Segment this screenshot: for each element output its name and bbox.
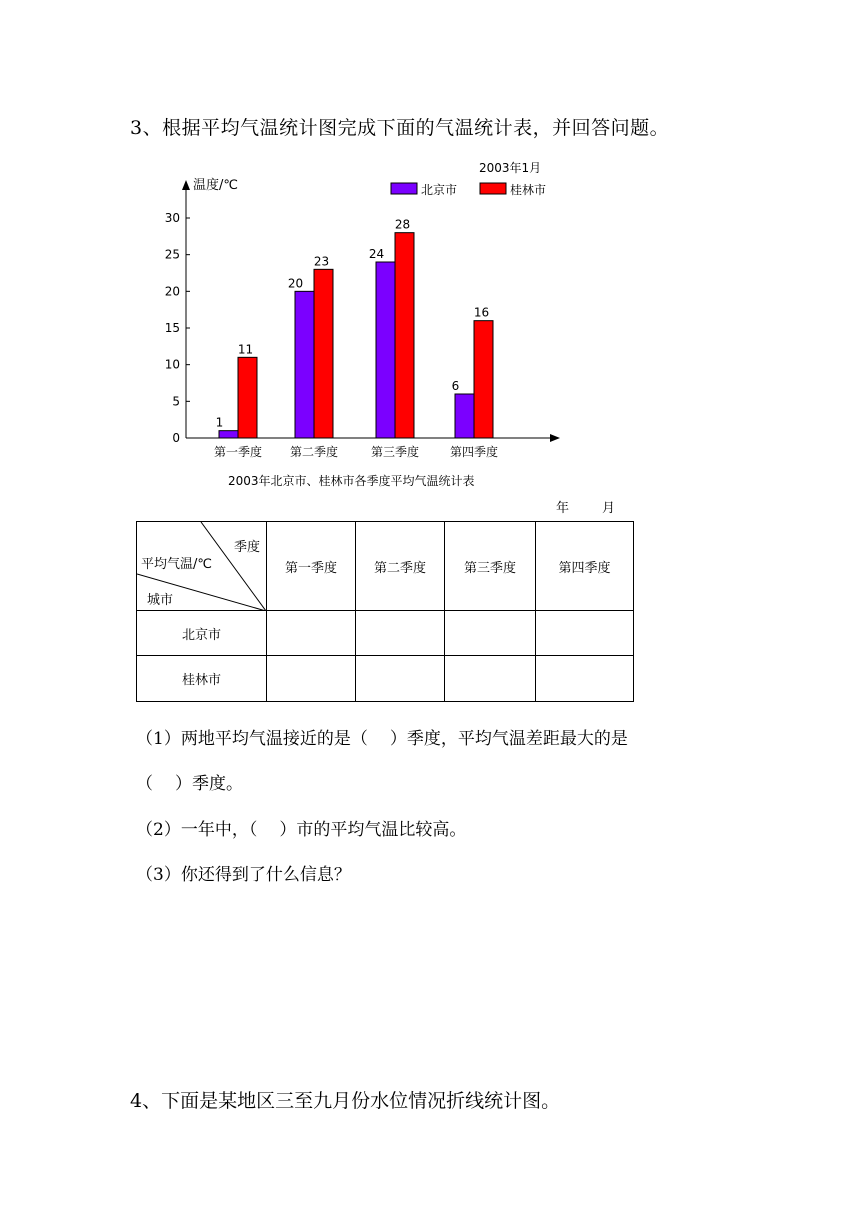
bar: [295, 291, 314, 438]
answer-cell[interactable]: [445, 611, 536, 656]
temperature-stat-table: [136, 521, 634, 702]
table-corner-cell: [137, 522, 267, 611]
bar-value-label: 11: [237, 342, 254, 357]
table-header-q2: 第二季度: [356, 522, 445, 611]
x-category-label: 第三季度: [370, 445, 420, 459]
x-category-label: 第一季度: [213, 445, 263, 459]
question-3: （3）你还得到了什么信息？: [136, 865, 351, 885]
bar: [314, 269, 333, 438]
q2-text-b: ）市的平均气温比较高。: [279, 820, 467, 840]
bar-value-label: 24: [368, 247, 385, 261]
y-axis-arrow: [182, 180, 190, 190]
corner-label-temp: 平均气温/℃: [141, 557, 212, 572]
chart-legend: [391, 182, 546, 197]
y-tick-label: 0: [172, 431, 180, 445]
answer-cell[interactable]: [267, 611, 356, 656]
answer-cell[interactable]: [356, 611, 445, 656]
chart-bars: [219, 233, 493, 438]
q1-text-d: ）季度。: [175, 774, 243, 794]
row-label-guilin: 桂林市: [137, 656, 267, 702]
table-header-q4: 第四季度: [536, 522, 634, 611]
bar-value-label: 23: [313, 254, 330, 269]
bar-value-label: 28: [394, 217, 411, 232]
q1-text-b: ）季度，平均气温差距最大的是: [389, 729, 628, 749]
chart-x-labels: [214, 444, 498, 459]
q2-text-a: （2）一年中，（: [136, 820, 258, 840]
bar: [376, 262, 395, 438]
bar: [474, 321, 493, 438]
question-2: [136, 815, 466, 840]
q1-text-a: （1）两地平均气温接近的是（: [136, 729, 368, 749]
y-tick-label: 30: [164, 211, 180, 225]
corner-label-city: 城市: [147, 593, 174, 608]
answer-cell[interactable]: [536, 656, 634, 702]
row-label-beijing: 北京市: [137, 611, 267, 656]
x-category-label: 第二季度: [289, 445, 339, 459]
bar-value-label: 1: [215, 415, 224, 430]
table-row: [137, 656, 634, 702]
chart-caption: 2003年北京市、桂林市各季度平均气温统计表: [228, 474, 475, 488]
table-header-q1: 第一季度: [267, 522, 356, 611]
bar: [455, 394, 474, 438]
y-tick-label: 25: [164, 247, 180, 262]
bar-value-label: 16: [473, 305, 490, 320]
legend-label: 北京市: [421, 183, 458, 197]
x-axis-arrow: [550, 434, 560, 442]
question-1-line-2: [136, 769, 243, 794]
table-header-q3: 第三季度: [445, 522, 536, 611]
chart-date-label: 2003年1月: [479, 161, 542, 175]
legend-swatch: [391, 183, 417, 194]
y-tick-label: 5: [172, 394, 180, 409]
bar: [395, 233, 414, 438]
bar: [238, 357, 257, 438]
answer-cell[interactable]: [356, 656, 445, 702]
question-4-title: 4、下面是某地区三至九月份水位情况折线统计图。: [130, 1090, 561, 1112]
y-tick-label: 15: [164, 321, 180, 335]
bar-value-label: 20: [287, 276, 304, 291]
legend-label: 桂林市: [510, 183, 547, 197]
y-tick-label: 10: [164, 357, 180, 372]
chart-y-axis-label: 温度/℃: [193, 178, 238, 193]
x-category-label: 第四季度: [449, 445, 499, 459]
y-tick-label: 20: [164, 284, 180, 299]
answer-cell[interactable]: [267, 656, 356, 702]
year-label: 年: [556, 501, 570, 516]
q1-text-c: （: [136, 774, 153, 794]
table-row: [137, 611, 634, 656]
table-year-month: [556, 497, 615, 516]
bar-value-label: 6: [451, 379, 460, 393]
corner-label-quarter: 季度: [233, 540, 260, 555]
bar: [219, 431, 238, 438]
question-1-line-1: [136, 724, 628, 749]
answer-cell[interactable]: [536, 611, 634, 656]
answer-cell[interactable]: [445, 656, 536, 702]
legend-swatch: [480, 183, 506, 194]
month-label: 月: [602, 501, 616, 516]
question-3-title: 3、根据平均气温统计图完成下面的气温统计表，并回答问题。: [130, 117, 670, 139]
bar-chart: [0, 0, 860, 500]
